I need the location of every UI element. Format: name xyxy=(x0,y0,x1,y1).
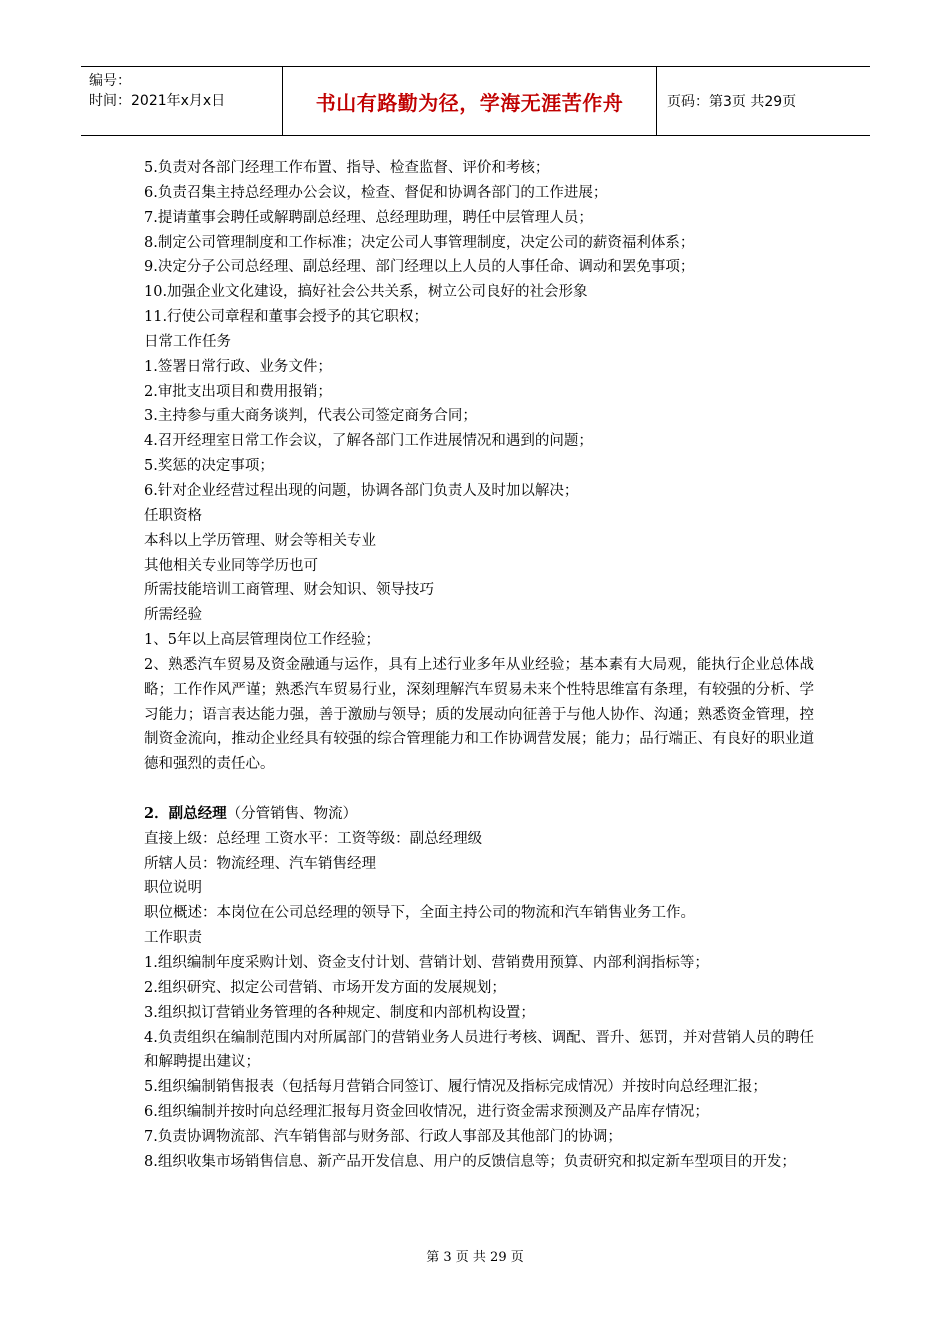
body-line: 3.组织拟订营销业务管理的各种规定、制度和内部机构设置； xyxy=(144,1004,535,1021)
body-line: 其他相关专业同等学历也可 xyxy=(144,557,318,574)
body-line: 11.行使公司章程和董事会授予的其它职权； xyxy=(144,309,429,326)
body-line: 10.加强企业文化建设，搞好社会公共关系，树立公司良好的社会形象 xyxy=(144,284,588,301)
body-line: 6.组织编制并按时向总经理汇报每月资金回收情况，进行资金需求预测及产品库存情况； xyxy=(144,1104,709,1121)
body-paragraph: 2、熟悉汽车贸易及资金融通与运作，具有上述行业多年从业经验；基本素有大局观，能执行企业总体战略；工作作风严谨；熟悉汽车贸易行业，深刻理解汽车贸易未来个性特思维富有条理，有较强的分析、学习能力；语言表达能力强，善于激励与领导；质的发展动向征善于与他人协作、沟通；熟悉资金管理，控制资金流向，推动企业经具有较强的综合管理能力和工作协调营发展；能力；品行端正、有良好的职业道德和强烈的责任心。 xyxy=(144,656,814,773)
section-heading: 工作职责 xyxy=(144,930,202,947)
section-heading: 日常工作任务 xyxy=(144,333,231,350)
body-line: 8.制定公司管理制度和工作标准；决定公司人事管理制度，决定公司的薪资福利体系； xyxy=(144,234,695,251)
page-footer: 第 3 页 共 29 页 xyxy=(426,1250,524,1265)
paragraph-gap xyxy=(144,777,814,802)
body-line: 职位概述：本岗位在公司总经理的领导下，全面主持公司的物流和汽车销售业务工作。 xyxy=(144,905,695,922)
body-line: 所需技能培训工商管理、财会知识、领导技巧 xyxy=(144,582,434,599)
body-line: 1、5年以上高层管理岗位工作经验； xyxy=(144,632,380,649)
body-line: 1.签署日常行政、业务文件； xyxy=(144,358,332,375)
body-line: 直接上级：总经理 工资水平：工资等级：副总经理级 xyxy=(144,830,483,847)
body-paragraph: 5.组织编制销售报表（包括每月营销合同签订、履行情况及指标完成情况）并按时向总经理汇报； xyxy=(144,1079,767,1096)
body-line: 6.负责召集主持总经理办公会议，检查、督促和协调各部门的工作进展； xyxy=(144,184,608,201)
body-line: 4.召开经理室日常工作会议，了解各部门工作进展情况和遇到的问题； xyxy=(144,433,593,450)
body-line: 2.组织研究、拟定公司营销、市场开发方面的发展规划； xyxy=(144,979,506,996)
body-line: 7.提请董事会聘任或解聘副总经理、总经理助理，聘任中层管理人员； xyxy=(144,209,593,226)
body-line: 本科以上学历管理、财会等相关专业 xyxy=(144,532,376,549)
document-date: 时间：2021年x月x日 xyxy=(89,93,226,109)
body-paragraph: 4.负责组织在编制范围内对所属部门的营销业务人员进行考核、调配、晋升、惩罚，并对营销人员的聘任和解聘提出建议； xyxy=(144,1029,814,1071)
body-line: 7.负责协调物流部、汽车销售部与财务部、行政人事部及其他部门的协调； xyxy=(144,1128,622,1145)
section2-title: 2．副总经理 xyxy=(144,804,227,822)
section2-heading xyxy=(144,802,814,827)
page-header xyxy=(81,66,870,136)
body-line: 9.决定分子公司总经理、副总经理、部门经理以上人员的人事任命、调动和罢免事项； xyxy=(144,259,695,276)
body-line: 所辖人员：物流经理、汽车销售经理 xyxy=(144,855,376,872)
body-line: 2.审批支出项目和费用报销； xyxy=(144,383,332,400)
section2-subtitle: （分管销售、物流） xyxy=(226,805,358,822)
header-page-info: 页码：第3页 共29页 xyxy=(667,94,797,110)
body-line: 6.针对企业经营过程出现的问题，协调各部门负责人及时加以解决； xyxy=(144,482,579,499)
body-line: 3.主持参与重大商务谈判，代表公司签定商务合同； xyxy=(144,408,477,425)
body-paragraph: 8.组织收集市场销售信息、新产品开发信息、用户的反馈信息等；负责研究和拟定新车型项目的开发； xyxy=(144,1153,796,1170)
header-motto: 书山有路勤为径，学海无涯苦作舟 xyxy=(283,67,657,135)
section-heading: 所需经验 xyxy=(144,607,202,624)
document-number-label: 编号： xyxy=(89,73,131,89)
section-heading: 任职资格 xyxy=(144,507,202,524)
body-line: 1.组织编制年度采购计划、资金支付计划、营销计划、营销费用预算、内部利润指标等； xyxy=(144,955,709,971)
header-meta xyxy=(81,67,283,135)
section-heading: 职位说明 xyxy=(144,880,202,897)
body-line: 5.负责对各部门经理工作布置、指导、检查监督、评价和考核； xyxy=(144,160,550,176)
body-line: 5.奖惩的决定事项； xyxy=(144,458,274,475)
document-body xyxy=(144,156,814,1175)
